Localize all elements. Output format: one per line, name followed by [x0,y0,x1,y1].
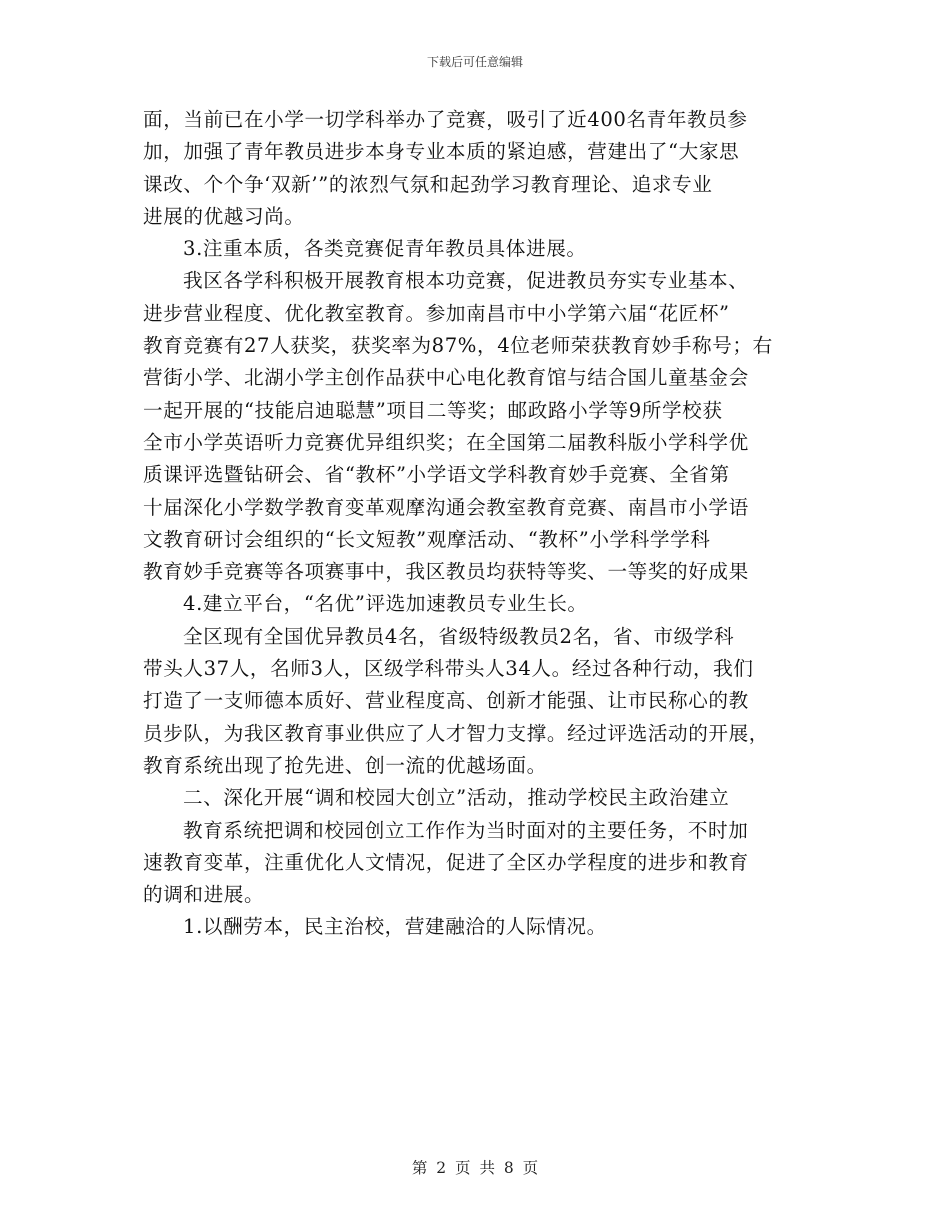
text-line: 营街小学、北湖小学主创作品获中心电化教育馆与结合国儿童基金会 [143,366,749,390]
text-line: 课改、个个争‘双新’”的浓烈气氛和起劲学习教育理论、追求专业 [143,172,713,196]
text-line: 我区各学科积极开展教育根本功竞赛，促进教员夯实专业基本、 [183,269,749,293]
page-header: 下载后可任意编辑 [426,55,523,69]
text-line: 全市小学英语听力竞赛优异组织奖；在全国第二届教科版小学科学优 [143,430,749,454]
text-line: 一起开展的“技能启迪聪慧”项目二等奖；邮政路小学等9所学校获 [143,398,723,422]
text-line: 加，加强了青年教员进步本身专业本质的紧迫感，营建出了“大家思 [143,140,740,164]
text-line: 打造了一支师德本质好、营业程度高、创新才能强、让市民称心的教 [143,689,749,713]
text-line: 速教育变革，注重优化人文情况，促进了全区办学程度的进步和教育 [143,850,749,874]
text-line: 进步营业程度、优化教室教育。参加南昌市中小学第六届“花匠杯” [143,301,730,325]
page-footer: 第 2 页 共 8 页 [411,1159,539,1177]
text-line: 进展的优越习尚。 [143,204,305,228]
text-line: 十届深化小学数学教育变革观摩沟通会教室教育竞赛、南昌市小学语 [143,495,749,519]
text-line: 4.建立平台，“名优”评选加速教员专业生长。 [183,592,588,616]
text-line: 二、深化开展“调和校园大创立”活动，推动学校民主政治建立 [183,786,730,810]
text-line: 文教育研讨会组织的“长文短教”观摩活动、“教杯”小学科学学科 [143,527,711,551]
text-line: 带头人37人，名师3人，区级学科带头人34人。经过各种行动，我们 [143,657,754,681]
document-body [143,104,813,944]
text-line: 面，当前已在小学一切学科举办了竞赛，吸引了近400名青年教员参 [143,108,748,131]
text-line: 全区现有全国优异教员4名，省级特级教员2名，省、市级学科 [183,624,735,648]
text-line: 3.注重本质，各类竞赛促青年教员具体进展。 [183,237,587,261]
text-line: 教育系统出现了抢先进、创一流的优越场面。 [143,753,547,777]
text-line: 教育妙手竞赛等各项赛事中，我区教员均获特等奖、一等奖的好成果 [143,560,749,584]
text-line: 的调和进展。 [143,883,265,907]
text-line: 1.以酬劳本，民主治校，营建融洽的人际情况。 [183,915,607,939]
text-line: 员步队，为我区教育事业供应了人才智力支撑。经过评选活动的开展， [143,721,770,745]
text-line: 教育竞赛有27人获奖，获奖率为87%，4位老师荣获教育妙手称号；右 [143,334,773,358]
text-line: 教育系统把调和校园创立工作作为当时面对的主要任务，不时加 [183,818,749,842]
text-line: 质课评选暨钻研会、省“教杯”小学语文学科教育妙手竞赛、全省第 [143,463,730,487]
